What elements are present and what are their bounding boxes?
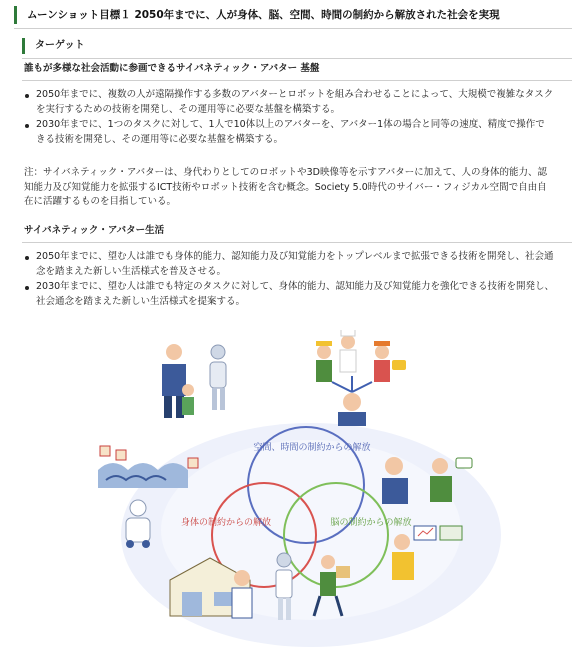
- divider: [14, 28, 572, 29]
- circle-label-brain: 脳の制約からの解放: [330, 518, 412, 528]
- workers-icon: [316, 330, 406, 426]
- block2-bullet-list: [24, 250, 554, 311]
- divider: [22, 58, 572, 59]
- block1-heading: 誰もが多様な社会活動に参画できるサイバネティック・アバター 基盤: [24, 63, 320, 74]
- avatar-concept-illustration: [96, 330, 516, 648]
- page-title: ムーンショット目標１ 2050年までに、人が身体、脳、空間、時間の制約から解放された社会を実現: [14, 6, 572, 24]
- list-item: 2030年までに、1つのタスクに対して、1人で10体以上のアバターを、アバター1体の場合と同等の速度、精度で操作できる技術を開発し、その運用等に必要な基盤を構築する。: [24, 118, 554, 147]
- divider: [22, 242, 572, 243]
- list-item: 2030年までに、望む人は誰でも特定のタスクに対して、身体的能力、認知能力及び知覚能力を強化できる技術を開発し、社会通念を踏まえた新しい生活様式を提案する。: [24, 280, 554, 309]
- section-title: ターゲット: [22, 38, 572, 54]
- robot-icon: [126, 500, 150, 548]
- note-text: 注：サイバネティック・アバターは、身代わりとしてのロボットや3D映像等を示すアバターに加えて、人の身体的能力、認知能力及び知覚能力を拡張するICT技術やロボット技術を含む概念。Society 5.0時代のサイバー・フィジカル空間で自由自在に活躍するものを目指している。: [24, 167, 548, 208]
- circle-label-body: 身体の制約からの解放: [180, 518, 272, 528]
- block2-heading: サイバネティック・アバター生活: [24, 225, 165, 236]
- block1-bullet-list: [24, 88, 554, 149]
- list-item: 2050年までに、複数の人が遠隔操作する多数のアバターとロボットを組み合わせることによって、大規模で複雑なタスクを実行するための技術を開発し、その運用等に必要な基盤を構築する。: [24, 88, 554, 117]
- people-robot-icon: [162, 344, 226, 418]
- divider: [22, 80, 572, 81]
- circle-label-space-time: 空間、時間の制約からの解放: [253, 443, 371, 453]
- list-item: 2050年までに、望む人は誰でも身体的能力、認知能力及び知覚能力をトップレベルまで拡張できる技術を開発し、社会通念を踏まえた新しい生活様式を普及させる。: [24, 250, 554, 279]
